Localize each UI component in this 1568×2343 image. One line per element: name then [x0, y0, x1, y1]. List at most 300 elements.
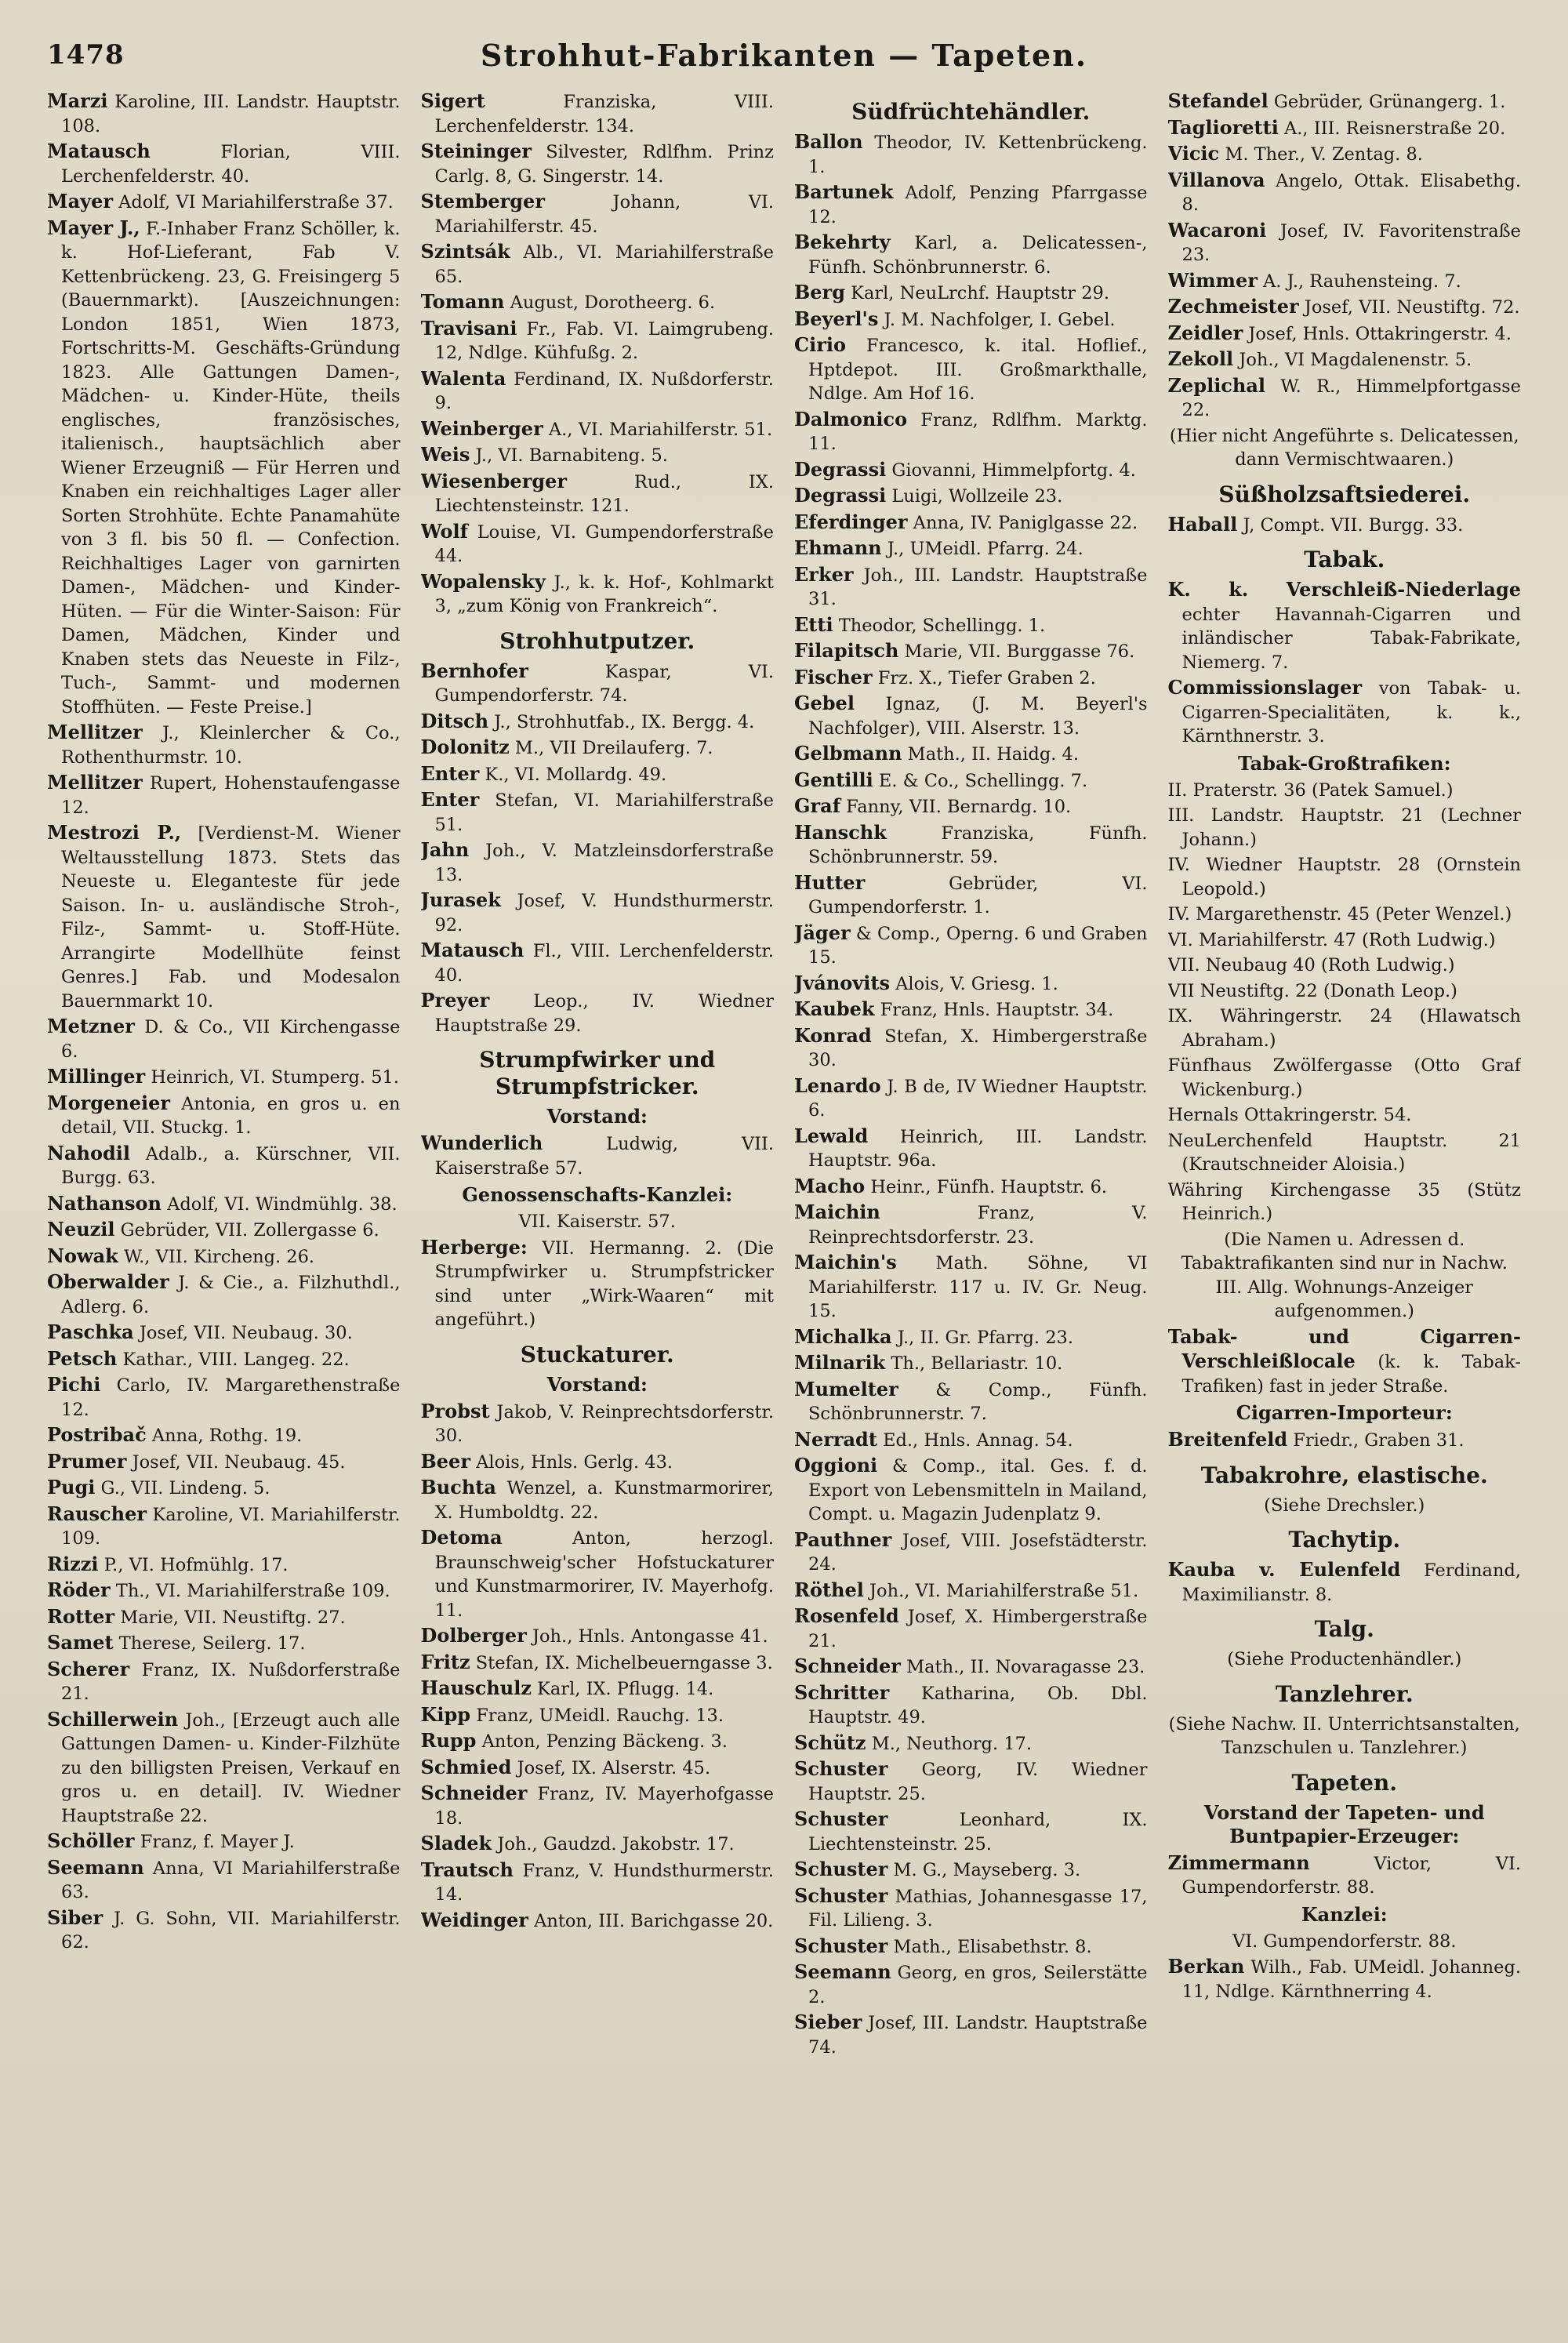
entry-text: Adalb., a. Kürschner, VII. Burgg. 63.: [61, 1143, 401, 1188]
directory-entry: [794, 1175, 1148, 1200]
entry-text: Carlo, IV. Margarethenstraße 12.: [61, 1375, 401, 1420]
entry-text: M., VII Dreilauferg. 7.: [509, 738, 713, 758]
entry-text: Josef, Hnls. Ottakringerstr. 4.: [1243, 323, 1512, 344]
entry-name: Jäger: [794, 921, 851, 944]
column-2: [421, 89, 775, 2316]
note-text: (Die Namen u. Adressen d. Tabaktrafikanten sind nur in Nachw. III. Allg. Wohnungs-Anzeiger aufgenommen.): [1181, 1229, 1508, 1321]
entry-text: Franz, IV. Mayerhofgasse 18.: [434, 1784, 774, 1829]
entry-name: Schillerwein: [47, 1707, 179, 1731]
entry-text: Marie, VII. Burggasse 76.: [898, 641, 1135, 662]
entry-text: Wenzel, a. Kunstmarmorirer, X. Humboldtg. 22.: [434, 1478, 774, 1523]
directory-entry: [794, 458, 1148, 483]
entry-name: Herberge:: [420, 1235, 528, 1259]
entry-text: Florian, VIII. Lerchenfelderstr. 40.: [61, 142, 401, 187]
entry-text: Joh., Hnls. Antongasse 41.: [526, 1626, 768, 1647]
entry-name: Haball: [1167, 512, 1238, 536]
subheading: Vorstand:: [546, 1372, 648, 1396]
entry-text: Frz. X., Tiefer Graben 2.: [872, 667, 1096, 688]
entry-text: (k. k. Tabak-Trafiken) fast in jeder Straße.: [1181, 1352, 1521, 1397]
directory-entry: [794, 666, 1148, 691]
directory-entry: [794, 613, 1148, 638]
note-text: (Siehe Drechsler.): [1264, 1495, 1425, 1516]
directory-entry: [794, 536, 1148, 561]
directory-entry: [794, 1124, 1148, 1173]
entry-text: Anton, herzogl. Braunschweig'scher Hofstuckaturer und Kunstmarmorirer, IV. Mayerhofg. 11.: [434, 1528, 774, 1621]
entry-name: Metzner: [47, 1015, 135, 1037]
directory-entry: [794, 2011, 1148, 2059]
directory-entry: [1168, 1325, 1522, 1399]
directory-entry: [421, 290, 775, 315]
entry-text: Johann, VI. Mariahilferstr. 45.: [434, 192, 774, 237]
note-text: VII. Kaiserstr. 57.: [518, 1211, 676, 1232]
entry-name: Mellitzer: [47, 771, 143, 794]
directory-entry: [47, 1856, 401, 1905]
entry-text: Math., Elisabethstr. 8.: [887, 1936, 1092, 1957]
entry-text: Franz, Rdlfhm. Marktg. 11.: [808, 409, 1148, 454]
directory-entry: [421, 1526, 775, 1622]
entry-name: Matausch: [420, 939, 524, 961]
subheading: Cigarren-Importeur:: [1236, 1401, 1453, 1424]
directory-entry: [794, 997, 1148, 1023]
entry-text: Georg, IV. Wiedner Hauptstr. 25.: [808, 1760, 1148, 1804]
directory-entry: [421, 659, 775, 708]
directory-entry: [421, 520, 775, 568]
directory-entry: [794, 1378, 1148, 1426]
directory-entry: [47, 1015, 401, 1063]
directory-entry: [47, 1708, 401, 1829]
entry-text: Stefan, IX. Michelbeuerngasse 3.: [470, 1652, 773, 1673]
directory-entry: [794, 563, 1148, 612]
directory-entry: [47, 1658, 401, 1706]
directory-entry: [794, 408, 1148, 456]
entry-text: Katharina, Ob. Dbl. Hauptstr. 49.: [808, 1683, 1148, 1727]
entry-text: August, Dorotheerg. 6.: [504, 292, 716, 313]
entry-name: Maichin's: [794, 1251, 897, 1273]
directory-entry: [794, 692, 1148, 740]
directory-entry: [47, 1065, 401, 1090]
entry-text: echter Havannah-Cigarren und inländischer Tabak-Fabrikate, Niemerg. 7.: [1181, 604, 1521, 673]
directory-entry: [794, 1604, 1148, 1653]
directory-entry: [421, 788, 775, 837]
entry-name: Ehmann: [794, 536, 882, 559]
entry-text: Karoline, VI. Mariahilferstr. 109.: [61, 1504, 401, 1549]
entry-text: von Tabak- u. Cigarren-Specialitäten, k. k., Kärnthnerstr. 3.: [1181, 678, 1521, 746]
directory-entry: [794, 1325, 1148, 1350]
directory-entry: [1168, 269, 1522, 294]
directory-entry: [794, 1757, 1148, 1806]
entry-name: Jahn: [420, 838, 470, 861]
entry-name: Samet: [47, 1631, 114, 1654]
directory-entry: [47, 1553, 401, 1578]
directory-entry: [1168, 219, 1522, 267]
entry-text: Alois, Hnls. Gerlg. 43.: [470, 1451, 673, 1473]
entry-text: Gebrüder, Grünangerg. 1.: [1268, 92, 1506, 112]
entry-text: III. Landstr. Hauptstr. 21 (Lechner Johann.): [1167, 805, 1521, 850]
entry-text: K., VI. Mollardg. 49.: [479, 764, 667, 785]
entry-text: W. R., Himmelpfortgasse 22.: [1181, 376, 1521, 420]
directory-entry: [421, 888, 775, 937]
entry-text: Franziska, VIII. Lerchenfelderstr. 134.: [434, 92, 774, 136]
directory-entry: [1168, 1851, 1522, 1900]
entry-text: & Comp., Fünfh. Schönbrunnerstr. 7.: [808, 1379, 1148, 1424]
directory-entry: [47, 89, 401, 138]
entry-text: Leonhard, IX. Liechtensteinstr. 25.: [808, 1810, 1148, 1854]
entry-text: Luigi, Wollzeile 23.: [886, 486, 1063, 507]
directory-entry: [1168, 853, 1522, 901]
entry-text: Karl, a. Delicatessen-, Fünfh. Schönbrunnerstr. 6.: [808, 233, 1148, 278]
entry-name: Schöller: [47, 1829, 135, 1852]
directory-entry: [47, 1502, 401, 1551]
directory-entry: [47, 821, 401, 1013]
entry-name: Kipp: [420, 1702, 471, 1726]
entry-text: Adolf, VI. Windmühlg. 38.: [162, 1193, 397, 1215]
entry-name: Schmied: [420, 1755, 512, 1778]
entry-text: Anna, VI Mariahilferstraße 63.: [61, 1858, 401, 1902]
entry-name: Zekoll: [1167, 347, 1234, 370]
entry-text: Hernals Ottakringerstr. 54.: [1167, 1105, 1412, 1125]
entry-name: Berg: [794, 281, 845, 303]
entry-text: Fanny, VII. Bernardg. 10.: [840, 797, 1072, 817]
entry-name: K. k. Verschleiß-Niederlage: [1167, 578, 1521, 601]
directory-entry: [1168, 1004, 1522, 1052]
entry-name: Gelbmann: [794, 742, 902, 765]
entry-name: Graf: [794, 794, 841, 817]
section-heading: Tapeten.: [1291, 1769, 1398, 1796]
entry-name: Mayer J.,: [47, 216, 140, 239]
entry-name: Breitenfeld: [1167, 1428, 1288, 1451]
directory-entry: [794, 1428, 1148, 1453]
directory-entry: [1168, 1955, 1522, 2003]
directory-entry: [1168, 954, 1522, 978]
entry-text: Kathar., VIII. Langeg. 22.: [117, 1349, 350, 1370]
directory-entry: [47, 1631, 401, 1656]
entry-text: Georg, en gros, Seilerstätte 2.: [808, 1963, 1148, 2007]
entry-name: Gentilli: [794, 768, 873, 791]
directory-entry: [421, 1651, 775, 1676]
entry-name: Nahodil: [47, 1141, 130, 1164]
directory-entry: [1168, 1428, 1522, 1453]
entry-name: Bartunek: [794, 180, 894, 203]
entry-text: Josef, X. Himbergerstraße 21.: [808, 1607, 1148, 1651]
entry-text: Joh., III. Landstr. Hauptstraße 31.: [808, 565, 1148, 609]
entry-name: Jvánovits: [794, 971, 890, 994]
entry-text: J., Kleinlercher & Co., Rothenthurmstr. 10.: [61, 723, 401, 768]
directory-entry: [1168, 1558, 1522, 1607]
entry-text: M. Ther., V. Zentag. 8.: [1219, 144, 1423, 165]
entry-text: Franz, IX. Nußdorferstraße 21.: [61, 1659, 401, 1704]
directory-entry: [421, 1450, 775, 1475]
entry-text: F.-Inhaber Franz Schöller, k. k. Hof-Lieferant, Fab V. Kettenbrückeng. 23, G. Freisingerg 5 (Bauernmarkt). [Auszeichnungen: London 1851, Wien 1873, Fortschritts-M. Geschäfts-Gründung 1823. Alle Gattungen Damen-, Mädchen- u. Kinder-Hüte, theils englisches, französisches, italienisch., hauptsächlich aber Wiener Erzeugniß — Für Herren und Knaben ein reichhaltiges Lager aller Sorten Strohhüte. Echte Panamahüte von 3 fl. bis 50 fl. — Confection. Reichhaltiges Lager von garnirten Damen-, Mädchen- und Kinder-Hüten. — Für die Winter-Saison: Für Damen, Mädchen, Kinder und Knaben stets das Neueste in Filz-, Tuch-, Sammt- und modernen Stoffhüten. — Feste Preise.]: [61, 218, 401, 717]
entry-name: Walenta: [420, 366, 506, 390]
note-text: (Siehe Nachw. II. Unterrichtsanstalten, Tanzschulen u. Tanzlehrer.): [1168, 1713, 1520, 1758]
directory-entry: [794, 1351, 1148, 1376]
directory-entry: [47, 1578, 401, 1604]
subheading: Vorstand:: [546, 1105, 648, 1128]
entry-name: Weinberger: [420, 416, 543, 440]
entry-name: Fritz: [420, 1650, 470, 1673]
directory-entry: [1168, 578, 1522, 674]
entry-text: Kaspar, VI. Gumpendorferstr. 74.: [434, 661, 774, 706]
entry-name: Zeidler: [1167, 321, 1243, 344]
directory-entry: [1168, 513, 1522, 538]
entry-name: Schuster: [794, 1858, 888, 1880]
entry-name: Hutter: [794, 870, 866, 894]
entry-name: Morgeneier: [47, 1091, 171, 1114]
entry-text: Fr., Fab. VI. Laimgrubeng. 12, Ndlge. Kühfußg. 2.: [434, 318, 774, 363]
directory-entry: [1168, 169, 1522, 217]
directory-entry: [1168, 1179, 1522, 1226]
entry-name: Berkan: [1167, 1955, 1245, 1978]
directory-entry: [1168, 1054, 1522, 1102]
entry-text: J., k. k. Hof-, Kohlmarkt 3, „zum König von Frankreich“.: [434, 572, 774, 616]
entry-name: Lenardo: [794, 1073, 881, 1097]
directory-entry: [794, 1528, 1148, 1577]
entry-name: Schuster: [794, 1934, 888, 1957]
directory-entry: [1168, 295, 1522, 320]
directory-entry: [421, 240, 775, 289]
entry-text: M., Neuthorg. 17.: [866, 1733, 1033, 1754]
entry-text: Theodor, IV. Kettenbrückeng. 1.: [808, 133, 1148, 177]
entry-text: Fünfhaus Zwölfergasse (Otto Graf Wickenburg.): [1167, 1055, 1521, 1100]
entry-text: Leop., IV. Wiedner Hauptstraße 29.: [434, 991, 774, 1036]
directory-entry: [47, 771, 401, 819]
directory-entry: [794, 1578, 1148, 1604]
entry-text: Karoline, III. Landstr. Hauptstr. 108.: [61, 92, 401, 136]
entry-text: & Comp., ital. Ges. f. d. Export von Lebensmitteln in Mailand, Compt. u. Magazin Judenplatz 9.: [808, 1456, 1148, 1524]
entry-text: Antonia, en gros u. en detail, VII. Stuckg. 1.: [61, 1093, 401, 1138]
entry-name: Ditsch: [420, 709, 489, 732]
section-heading: Süßholzsaftsiederei.: [1218, 481, 1471, 507]
entry-text: Josef, IV. Favoritenstraße 23.: [1181, 220, 1521, 265]
entry-text: Ludwig, VII. Kaiserstraße 57.: [434, 1134, 774, 1179]
directory-entry: [421, 1624, 775, 1649]
entry-name: Wimmer: [1167, 268, 1258, 292]
directory-entry: [421, 1236, 775, 1332]
entry-text: IV. Margarethenstr. 45 (Peter Wenzel.): [1167, 904, 1512, 924]
entry-name: Wolf: [420, 519, 468, 543]
entry-name: Mayer: [47, 190, 113, 213]
entry-text: Alb., VI. Mariahilferstraße 65.: [434, 242, 774, 287]
entry-text: Anton, III. Barichgasse 20.: [528, 1910, 774, 1931]
entry-name: Kauba v. Eulenfeld: [1167, 1558, 1401, 1581]
directory-entry: [47, 1829, 401, 1854]
directory-entry: [421, 838, 775, 887]
directory-entry: [421, 1832, 775, 1857]
entry-name: Szintsák: [420, 240, 510, 263]
directory-entry: [421, 190, 775, 238]
entry-name: Wopalensky: [420, 569, 546, 593]
directory-entry: [47, 1092, 401, 1140]
entry-name: Gebel: [794, 692, 855, 714]
entry-text: J. & Cie., a. Filzhuthdl., Adlerg. 6.: [61, 1273, 401, 1317]
entry-name: Vicic: [1167, 142, 1220, 165]
entry-name: Röder: [47, 1578, 111, 1601]
entry-text: J. G. Sohn, VII. Mariahilferstr. 62.: [61, 1908, 401, 1952]
directory-entry: [794, 821, 1148, 870]
entry-text: P., VI. Hofmühlg. 17.: [98, 1554, 289, 1575]
subheading: Kanzlei:: [1301, 1902, 1388, 1926]
entry-text: Joh., V. Matzleinsdorferstraße 13.: [434, 841, 774, 885]
entry-name: Probst: [420, 1399, 490, 1422]
directory-entry: [794, 510, 1148, 536]
entry-name: Schuster: [794, 1807, 888, 1830]
entry-name: Mumelter: [794, 1377, 898, 1400]
directory-entry: [47, 1218, 401, 1243]
section-heading: Tanzlehrer.: [1275, 1680, 1414, 1707]
directory-entry: [47, 1373, 401, 1422]
entry-text: VII Neustiftg. 22 (Donath Leop.): [1167, 980, 1457, 1001]
entry-name: Buchta: [420, 1476, 496, 1498]
directory-entry: [1168, 347, 1522, 372]
entry-text: Joh., Gaudzd. Jakobstr. 17.: [492, 1834, 735, 1854]
entry-text: VII. Neubaug 40 (Roth Ludwig.): [1167, 955, 1455, 975]
entry-name: Wunderlich: [420, 1132, 543, 1154]
entry-name: Oberwalder: [47, 1270, 169, 1293]
directory-entry: [421, 1729, 775, 1754]
entry-name: Sigert: [420, 89, 485, 112]
entry-name: Schuster: [794, 1883, 888, 1907]
subheading: Tabak-Großtrafiken:: [1238, 751, 1451, 775]
entry-text: Silvester, Rdlfhm. Prinz Carlg. 8, G. Singerstr. 14.: [434, 142, 774, 187]
directory-entry: [1168, 903, 1522, 927]
entry-name: Ballon: [794, 130, 863, 153]
entry-name: Tomann: [420, 290, 505, 313]
directory-entry: [421, 89, 775, 138]
entry-name: Commissionslager: [1167, 676, 1362, 699]
entry-text: Adolf, Penzing Pfarrgasse 12.: [808, 183, 1148, 227]
entry-text: D. & Co., VII Kirchengasse 6.: [61, 1017, 401, 1062]
directory-entry: [47, 1142, 401, 1190]
entry-text: Giovanni, Himmelpfortg. 4.: [886, 460, 1136, 481]
directory-entry: [47, 190, 401, 215]
directory-entry: [794, 1858, 1148, 1883]
entry-text: VI. Mariahilferstr. 47 (Roth Ludwig.): [1167, 929, 1496, 950]
column-4: [1168, 89, 1522, 2316]
directory-entry: [794, 1024, 1148, 1073]
directory-entry: [421, 989, 775, 1037]
entry-name: Konrad: [794, 1023, 872, 1047]
entry-name: Wiesenberger: [420, 469, 568, 492]
directory-entry: [794, 742, 1148, 767]
entry-name: Marzi: [47, 89, 108, 112]
entry-name: Petsch: [47, 1346, 118, 1370]
entry-name: Degrassi: [794, 457, 887, 481]
entry-text: Karl, NeuLrchf. Hauptstr 29.: [844, 283, 1109, 303]
directory-entry: [794, 972, 1148, 997]
entry-text: VII. Hermanng. 2. (Die Strumpfwirker u. Strumpfstricker sind unter „Wirk-Waaren“ mit angeführt.): [434, 1237, 774, 1330]
entry-text: J, Compt. VII. Burgg. 33.: [1237, 514, 1464, 536]
directory-entry: [421, 1132, 775, 1180]
entry-name: Pauthner: [794, 1527, 892, 1551]
entry-name: Rupp: [420, 1729, 477, 1752]
directory-entry: [421, 736, 775, 761]
entry-name: Dalmonico: [794, 407, 908, 430]
directory-entry: [47, 1476, 401, 1501]
entry-text: Anna, Rothg. 19.: [146, 1426, 303, 1446]
directory-entry: [1168, 1103, 1522, 1128]
entry-text: Gebrüder, VII. Zollergasse 6.: [114, 1220, 379, 1241]
directory-entry: [794, 180, 1148, 229]
directory-entry: [421, 1782, 775, 1830]
entry-name: Scherer: [47, 1657, 130, 1680]
entry-text: Anna, IV. Paniglgasse 22.: [907, 512, 1138, 533]
entry-text: Josef, VII. Neubaug. 30.: [133, 1323, 353, 1343]
directory-entry: [47, 1605, 401, 1630]
directory-entry: [794, 871, 1148, 920]
entry-name: Nathanson: [47, 1191, 162, 1215]
directory-entry: [47, 1423, 401, 1448]
entry-name: Röthel: [794, 1578, 864, 1601]
entry-name: Hauschulz: [420, 1676, 532, 1699]
directory-entry: [794, 1201, 1148, 1249]
subheading: Genossenschafts-Kanzlei:: [462, 1183, 733, 1206]
entry-text: Marie, VII. Neustiftg. 27.: [114, 1607, 346, 1628]
entry-text: Karl, IX. Pflugg. 14.: [531, 1679, 714, 1699]
entry-name: Fischer: [794, 665, 873, 688]
subheading: Vorstand der Tapeten- und Buntpapier-Erzeuger:: [1203, 1800, 1485, 1847]
section-heading: Stuckaturer.: [520, 1341, 674, 1368]
directory-entry: [421, 1756, 775, 1781]
directory-entry: [794, 1884, 1148, 1933]
directory-entry: [47, 140, 401, 188]
entry-name: Stefandel: [1167, 89, 1269, 112]
entry-name: Sieber: [794, 2011, 862, 2033]
entry-text: Josef, V. Hundsthurmerstr. 92.: [434, 891, 774, 935]
directory-entry: [794, 281, 1148, 306]
entry-name: Zechmeister: [1167, 295, 1299, 318]
entry-text: Joh., [Erzeugt auch alle Gattungen Damen- u. Kinder-Filzhüte zu den billigsten Preisen, Verkauf en gros u. en detail]. IV. Wiedner Hauptstraße 22.: [61, 1709, 401, 1826]
entry-text: Mathias, Johannesgasse 17, Fil. Lilieng. 3.: [808, 1886, 1148, 1931]
entry-name: Rosenfeld: [794, 1604, 899, 1627]
directory-entry: [794, 231, 1148, 279]
directory-entry: [421, 762, 775, 787]
entry-text: Ignaz, (J. M. Beyerl's Nachfolger), VIII. Alserstr. 13.: [808, 694, 1148, 739]
directory-entry: [47, 1244, 401, 1270]
entry-name: Weidinger: [420, 1908, 528, 1931]
entry-text: J., VI. Barnabiteng. 5.: [470, 445, 668, 466]
section-heading: Strohhutputzer.: [499, 627, 695, 654]
directory-entry: [794, 1454, 1148, 1527]
entry-text: [Verdienst-M. Wiener Weltausstellung 1873. Stets das Neueste u. Eleganteste für jede Saison. In- u. ausländische Stroh-, Filz-, Sammt- u. Stoff-Hüte. Arrangirte Modellhüte feinst Genres.] Fab. und Modesalon Bauernmarkt 10.: [61, 823, 401, 1012]
entry-text: Josef, IX. Alserstr. 45.: [511, 1757, 711, 1778]
entry-name: Eferdinger: [794, 510, 908, 533]
entry-text: NeuLerchenfeld Hauptstr. 21 (Krautschneider Aloisia.): [1167, 1130, 1521, 1175]
entry-text: & Comp., Operng. 6 und Graben 15.: [808, 923, 1148, 968]
entry-text: IX. Währingerstr. 24 (Hlawatsch Abraham.): [1167, 1006, 1521, 1051]
entry-text: Adolf, VI Mariahilferstraße 37.: [112, 192, 394, 213]
entry-text: Franz, V. Hundsthurmerstr. 14.: [434, 1860, 774, 1905]
entry-text: Math., II. Novaragasse 23.: [900, 1657, 1145, 1677]
entry-text: Stefan, VI. Mariahilferstraße 51.: [434, 790, 774, 835]
entry-text: E. & Co., Schellingg. 7.: [873, 770, 1088, 791]
entry-name: Stemberger: [420, 190, 545, 213]
entry-name: Lewald: [794, 1124, 869, 1147]
entry-text: J., UMeidl. Pfarrg. 24.: [881, 539, 1083, 559]
directory-entry: [421, 417, 775, 442]
entry-text: Ferdinand, IX. Nußdorferstr. 9.: [434, 369, 774, 413]
directory-entry: [794, 1074, 1148, 1123]
directory-entry: [421, 1676, 775, 1702]
entry-text: Josef, VIII. Josefstädterstr. 24.: [808, 1530, 1148, 1575]
directory-entry: [1168, 321, 1522, 347]
directory-entry: [794, 794, 1148, 819]
entry-text: Heinrich, III. Landstr. Hauptstr. 96a.: [808, 1126, 1148, 1171]
columns: [47, 89, 1521, 2316]
directory-entry: [421, 443, 775, 468]
entry-name: Preyer: [420, 989, 490, 1012]
directory-entry: [794, 1807, 1148, 1856]
column-3: [794, 89, 1148, 2316]
